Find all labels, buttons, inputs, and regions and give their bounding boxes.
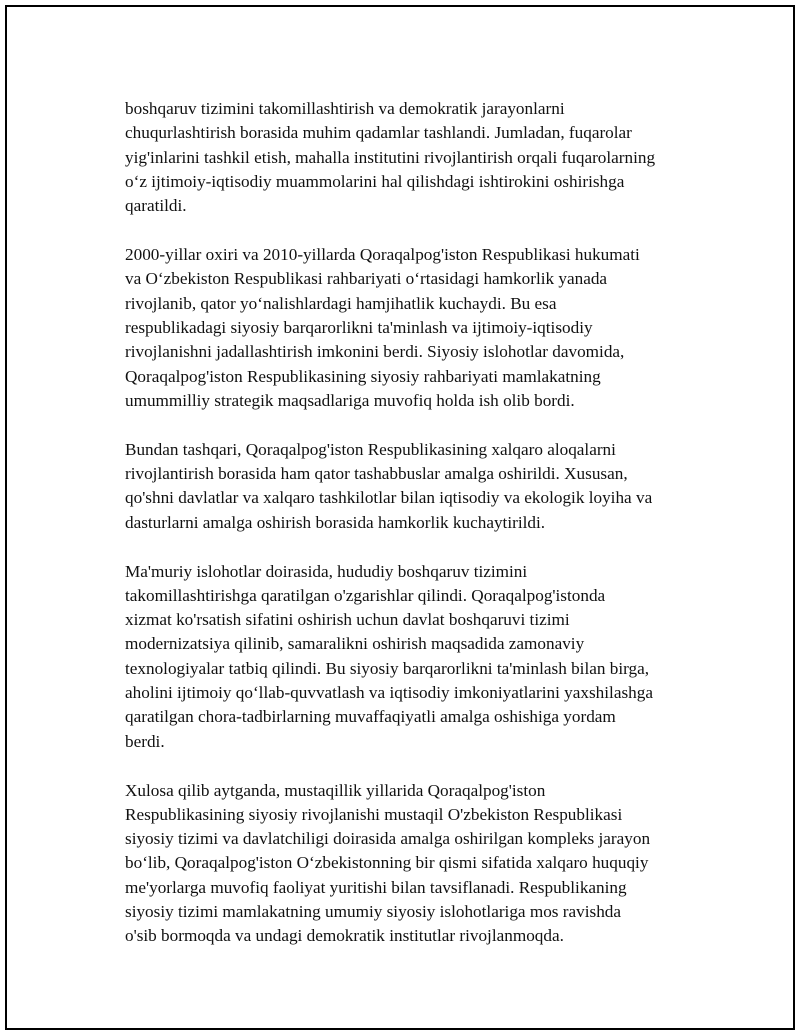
paragraph: Ma'muriy islohotlar doirasida, hududiy boshqaruv tizimini takomillashtirishga qaratilgan o'zgarishlar qilindi. Qoraqalpog'istonda xizmat ko'rsatish sifatini oshirish uchun davlat boshqaruvi tizimi modernizatsiya qilinib, samaralikni oshirish maqsadida zamonaviy texnologiyalar tatbiq qilindi. Bu siyosiy barqarorlikni ta'minlash bilan birga, aholini ijtimoiy qo‘llab-quvvatlash va iqtisodiy imkoniyatlarini yaxshilashga qaratilgan chora-tadbirlarning muvaffaqiyatli amalga oshishiga yordam berdi. (125, 561, 653, 751)
paragraph: Xulosa qilib aytganda, mustaqillik yillarida Qoraqalpog'iston Respublikasining siyosiy rivojlanishi mustaqil O'zbekiston Respublikasi siyosiy tizimi va davlatchiligi doirasida amalga oshirilgan kompleks jarayon bo‘lib, Qoraqalpog'iston O‘zbekistonning bir qismi sifatida xalqaro huquqiy me'yorlarga muvofiq faoliyat yuritishi bilan tavsiflanadi. Respublikaning siyosiy tizimi mamlakatning umumiy siyosiy islohotlariga mos ravishda o'sib bormoqda va undagi demokratik institutlar rivojlanmoqda. (125, 780, 651, 946)
paragraph: boshqaruv tizimini takomillashtirish va demokratik jarayonlarni chuqurlashtirish borasida muhim qadamlar tashlandi. Jumladan, fuqarolar yig'inlarini tashkil etish, mahalla institutini rivojlantirish orqali fuqarolarning o‘z ijtimoiy-iqtisodiy muammolarini hal qilishdagi ishtirokini oshirishga qaratildi. (125, 99, 656, 216)
paragraph: Bundan tashqari, Qoraqalpog'iston Respublikasining xalqaro aloqalarni rivojlantirish borasida ham qator tashabbuslar amalga oshirildi. Xususan, qo'shni davlatlar va xalqaro tashkilotlar bilan iqtisodiy va ekologik loyiha va dasturlarni amalga oshirish borasida hamkorlik kuchaytirildi. (125, 439, 653, 532)
page-frame (5, 5, 795, 1030)
document-body (125, 97, 705, 973)
paragraph: 2000-yillar oxiri va 2010-yillarda Qoraqalpog'iston Respublikasi hukumati va O‘zbekiston Respublikasi rahbariyati o‘rtasidagi hamkorlik yanada rivojlanib, qator yo‘nalishlardagi hamjihatlik kuchaydi. Bu esa respublikadagi siyosiy barqarorlikni ta'minlash va ijtimoiy-iqtisodiy rivojlanishni jadallashtirish imkonini berdi. Siyosiy islohotlar davomida, Qoraqalpog'iston Respublikasining siyosiy rahbariyati mamlakatning umummilliy strategik maqsadlariga muvofiq holda ish olib bordi. (125, 245, 640, 410)
